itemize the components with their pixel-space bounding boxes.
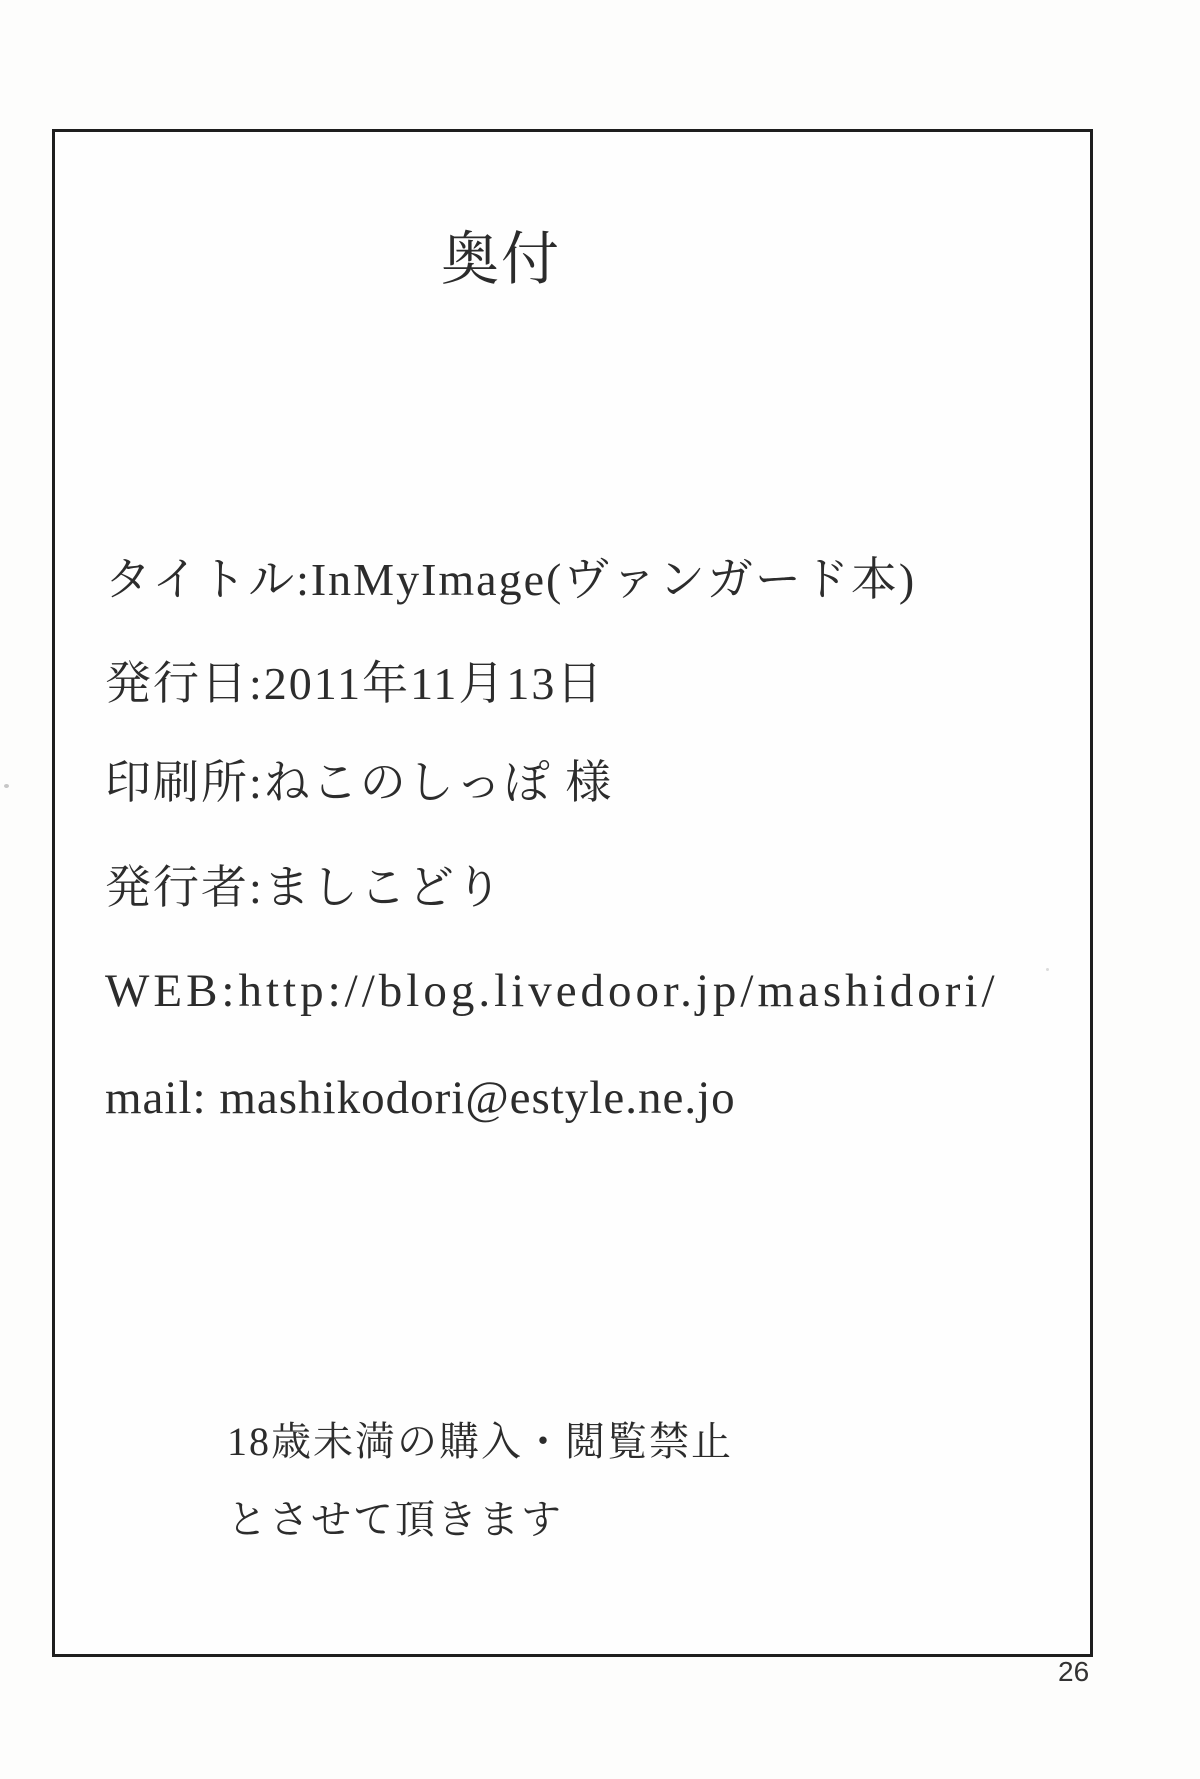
colophon-border-frame [52,129,1093,1657]
page-number: 26 [1058,1656,1090,1687]
scan-speck [4,784,9,788]
colophon-line-printer: 印刷所:ねこのしっぽ 様 [105,757,614,808]
colophon-line-web-url: WEB:http://blog.livedoor.jp/mashidori/ [105,965,999,1017]
colophon-line-publisher: 発行者:ましこどり [105,862,504,913]
scan-speck [1046,968,1049,971]
colophon-line-title: タイトル:InMyImage(ヴァンガード本) [105,554,917,605]
colophon-line-mail-address: mail: mashikodori@estyle.ne.jo [105,1072,736,1124]
colophon-line-publish-date: 発行日:2011年11月13日 [105,658,605,709]
age-restriction-notice-line-2: とさせて頂きます [227,1497,563,1542]
page-title: 奥付 [441,227,562,292]
age-restriction-notice-line-1: 18歳未満の購入・閲覧禁止 [227,1419,733,1464]
